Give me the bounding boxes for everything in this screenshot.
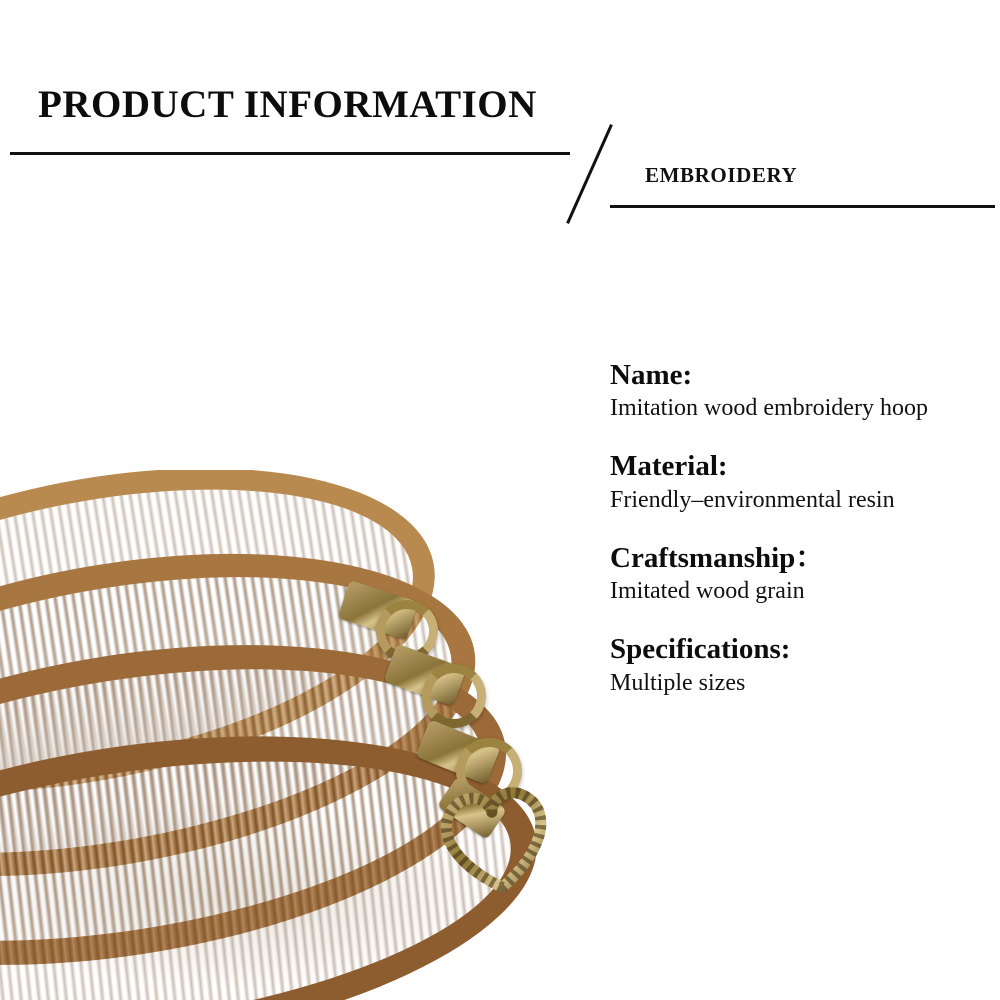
- spec-item-specifications: [610, 632, 1000, 697]
- spec-value: Multiple sizes: [610, 669, 746, 696]
- spec-label: Material:: [610, 450, 728, 483]
- spec-item-craftsmanship: [610, 541, 1000, 606]
- header-rule-diagonal-bar: [566, 124, 613, 224]
- page-title: PRODUCT INFORMATION: [38, 83, 537, 126]
- spec-value: Imitation wood embroidery hoop: [610, 395, 928, 422]
- spec-value: Friendly–environmental resin: [610, 486, 895, 513]
- spec-item-name: [610, 358, 1000, 423]
- spec-label: Specifications:: [610, 633, 791, 666]
- spec-item-material: [610, 449, 1000, 514]
- header-rule-left: [10, 152, 570, 155]
- hoop-clasp-ring-2: [422, 664, 486, 728]
- heart-hoop-icon: [422, 762, 569, 909]
- page-subtitle: EMBROIDERY: [645, 163, 798, 187]
- spec-value: Imitated wood grain: [610, 578, 805, 605]
- product-photo: [0, 470, 610, 1000]
- spec-list: [610, 358, 1000, 724]
- spec-label: Craftsmanship：: [610, 541, 825, 574]
- header-rule-right: [610, 205, 995, 208]
- spec-label: Name:: [610, 359, 693, 391]
